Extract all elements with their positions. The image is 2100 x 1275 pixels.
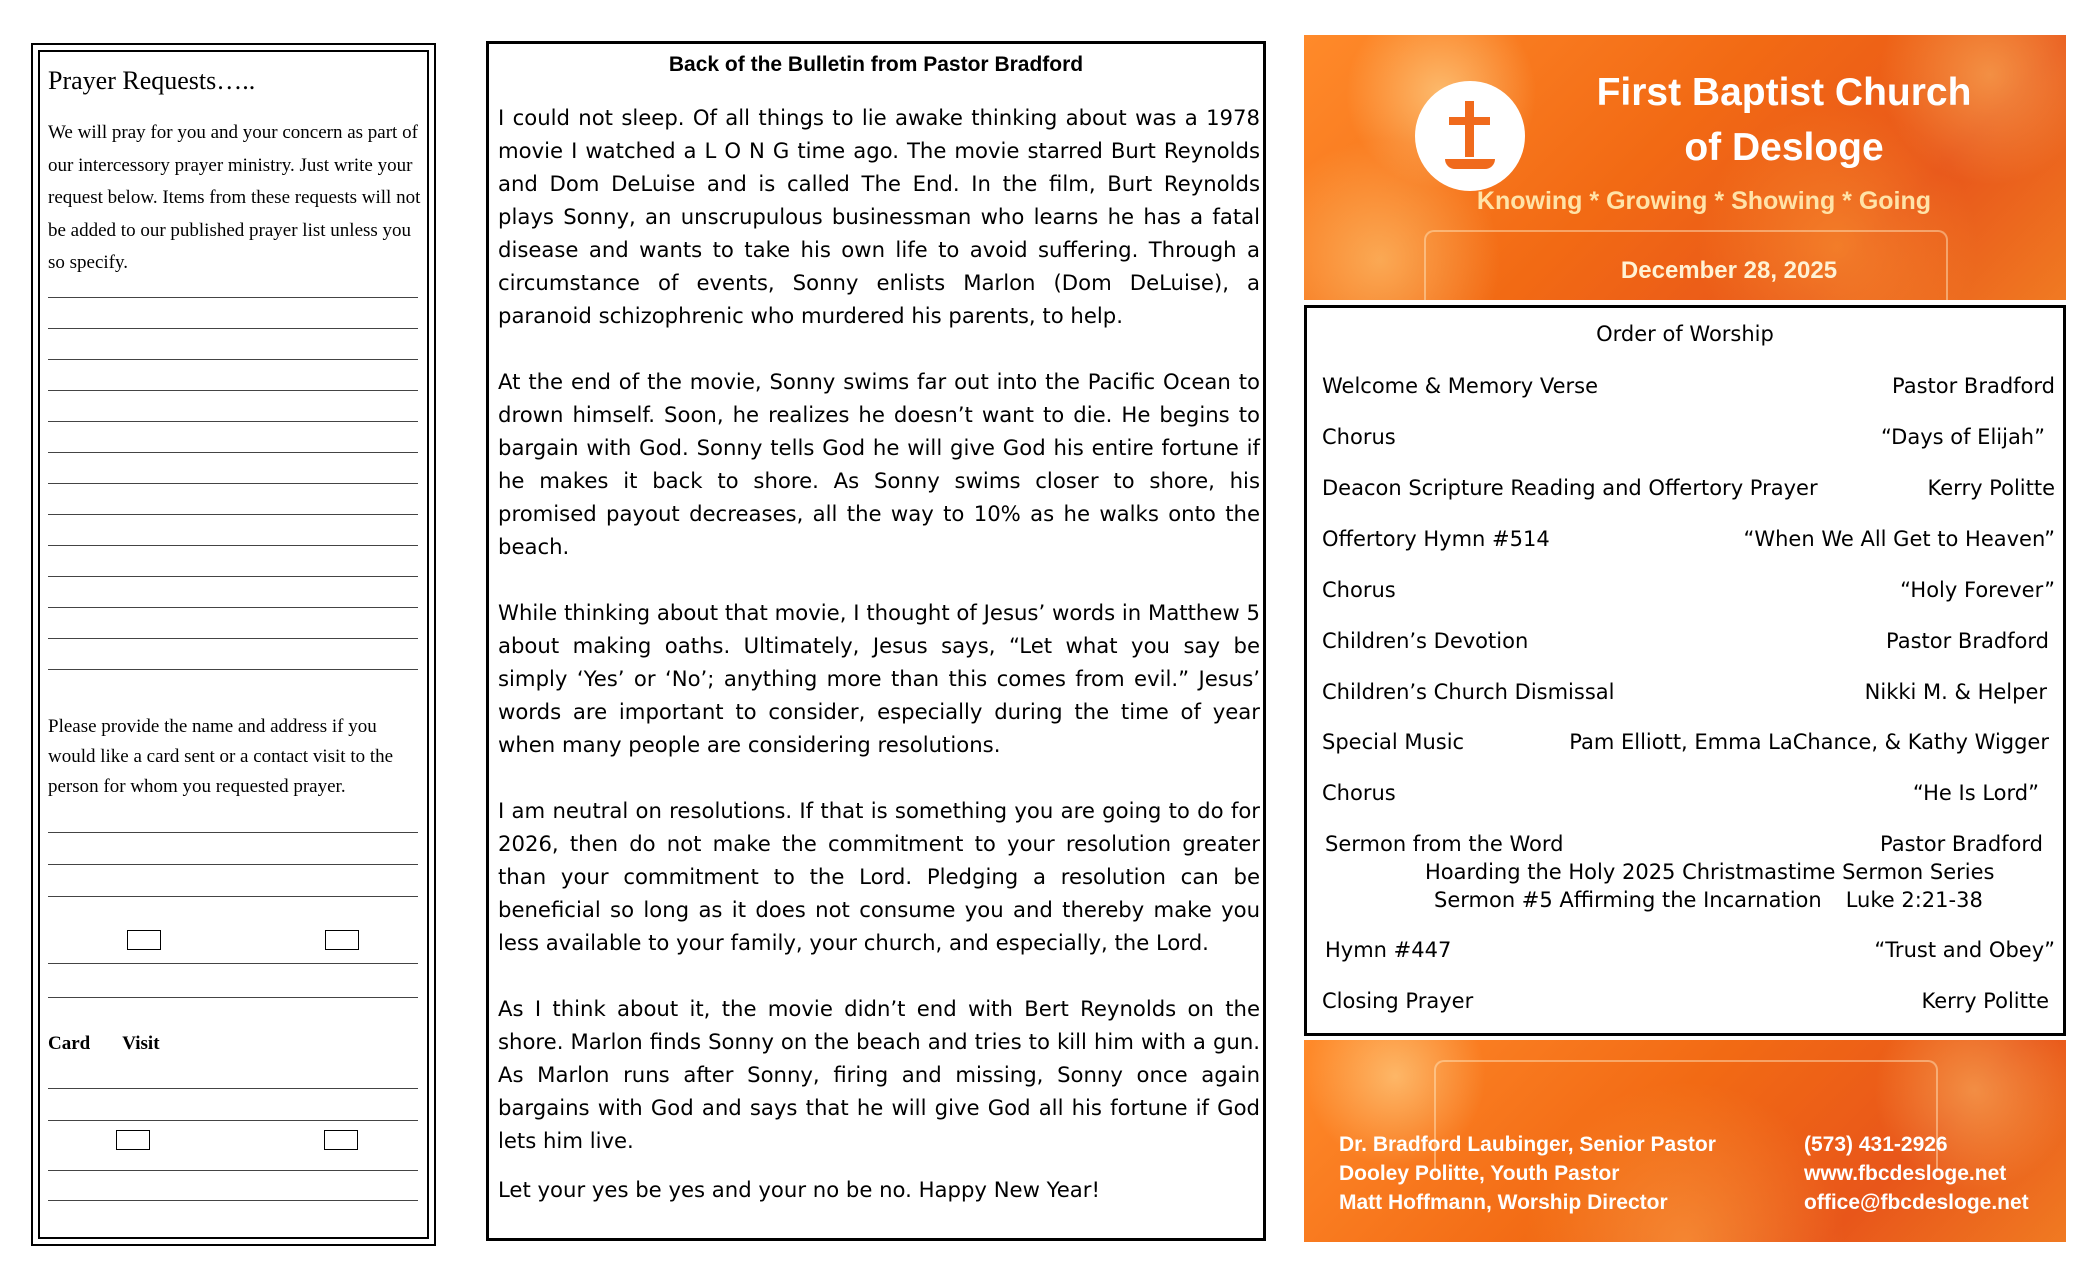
prayer-request-line[interactable] [48, 576, 418, 577]
prayer-card-intro: We will pray for you and your concern as part of our intercessory prayer ministry. Just write your request below. Items from these requests will not be added to our published prayer list unless you so specify. [48, 122, 421, 273]
prayer-request-line[interactable] [48, 545, 418, 546]
staff-senior-pastor: Dr. Bradford Laubinger, Senior Pastor [1339, 1133, 1716, 1156]
contact-info-line[interactable] [48, 896, 418, 897]
worship-item-leader: “Days of Elijah” [1880, 425, 2045, 449]
contact-info-line[interactable] [48, 832, 418, 833]
letter-title: Back of the Bulletin from Pastor Bradford [668, 53, 1084, 76]
church-email: office@fbcdesloge.net [1804, 1191, 2029, 1214]
prayer-request-line[interactable] [48, 297, 418, 298]
staff-list [1339, 1130, 1716, 1217]
prayer-request-line[interactable] [48, 638, 418, 639]
staff-worship-director: Matt Hoffmann, Worship Director [1339, 1191, 1668, 1214]
order-of-worship [1304, 305, 2066, 1036]
church-website: www.fbcdesloge.net [1804, 1162, 2007, 1185]
contact-info [1804, 1130, 2029, 1217]
prayer-card-inner-border [38, 50, 429, 1239]
service-date: December 28, 2025 [1620, 257, 1838, 284]
worship-item-leader: Pastor Bradford [1880, 832, 2043, 856]
contact-info-line[interactable] [48, 1170, 418, 1171]
prayer-request-line[interactable] [48, 390, 418, 391]
worship-item-leader: Kerry Politte [1921, 989, 2049, 1013]
letter-paragraph: As I think about it, the movie didn’t end with Bert Reynolds on the shore. Marlon finds Sonny on the beach and tries to kill him with a gun. As Marlon runs after Sonny, firing and missing, Sonny once again bargains with God and says that he will give God all his fortune if God lets him live. [498, 996, 1260, 1153]
worship-item-name: Chorus [1322, 781, 1396, 805]
worship-item-name: Closing Prayer [1322, 989, 1474, 1013]
prayer-request-line[interactable] [48, 669, 418, 670]
contact-info-line[interactable] [48, 1088, 418, 1089]
card-checkbox[interactable] [116, 1130, 150, 1150]
sermon-title-line [1434, 888, 1983, 912]
worship-item-name: Deacon Scripture Reading and Offertory Prayer [1322, 476, 1818, 500]
visit-checkbox[interactable] [325, 930, 359, 950]
worship-item-name: Hymn #447 [1325, 938, 1452, 962]
contact-info-line[interactable] [48, 1120, 418, 1121]
prayer-request-line[interactable] [48, 328, 418, 329]
staff-youth-pastor: Dooley Politte, Youth Pastor [1339, 1162, 1620, 1185]
worship-item-leader: Kerry Politte [1927, 476, 2055, 500]
worship-item-name: Chorus [1322, 578, 1396, 602]
church-name-line2: of Desloge [1684, 126, 1884, 169]
visit-checkbox[interactable] [324, 1130, 358, 1150]
prayer-card-title: Prayer Requests….. [48, 66, 256, 95]
order-title: Order of Worship [1596, 322, 1774, 346]
worship-item-name: Children’s Devotion [1322, 629, 1529, 653]
prayer-request-line[interactable] [48, 607, 418, 608]
worship-item-leader: Pastor Bradford [1892, 374, 2055, 398]
sermon-title: Sermon #5 Affirming the Incarnation [1434, 888, 1822, 912]
letter-paragraph: At the end of the movie, Sonny swims far out into the Pacific Ocean to drown himself. Soon, he realizes he doesn’t want to die. He begins to bargain with God. Sonny tells God he will give God his entire fortune if he makes it back to shore. As Sonny swims closer to shore, his promised payout decreases, all the way to 10% as he walks onto the beach. [498, 369, 1260, 559]
worship-item-leader: “Trust and Obey” [1874, 938, 2055, 962]
letter-body [498, 101, 1260, 1206]
pastor-letter [486, 41, 1266, 1241]
worship-item-name: Offertory Hymn #514 [1322, 527, 1550, 551]
worship-item-leader: Pastor Bradford [1886, 629, 2049, 653]
letter-paragraph: I could not sleep. Of all things to lie awake thinking about was a 1978 movie I watched a L O N G time ago. The movie starred Burt Reynolds and Dom DeLuise and is called The End. In the film, Burt Reynolds plays Sonny, an unscrupulous businessman who learns he has a fatal disease and wants to take his own life to avoid suffering. Through a circumstance of events, Sonny enlists Marlon (Dom DeLuise), a paranoid schizophrenic who murdered his parents, to help. [498, 105, 1260, 328]
visit-label: Visit [122, 1033, 160, 1054]
letter-paragraph: I am neutral on resolutions. If that is something you are going to do for 2026, then do not make the commitment to your resolution greater than your commitment to the Lord. Pledging a resolution can be beneficial so long as it does not consume you and thereby make you less available to your family, your church, and especially, the Lord. [498, 798, 1260, 955]
worship-item-leader: Nikki M. & Helper [1864, 680, 2047, 704]
church-tagline: Knowing * Growing * Showing * Going [1476, 187, 1932, 215]
worship-item-leader: “When We All Get to Heaven” [1743, 527, 2055, 551]
worship-item-leader: Pam Elliott, Emma LaChance, & Kathy Wigger [1569, 730, 2049, 754]
contact-info-line[interactable] [48, 1200, 418, 1201]
church-phone: (573) 431-2926 [1804, 1133, 1948, 1156]
letter-paragraph: While thinking about that movie, I thought of Jesus’ words in Matthew 5 about making oaths. Ultimately, Jesus says, “Let what you say be simply ‘Yes’ or ‘No’; anything more than this comes from evil.” Jesus’ words are important to consider, especially during the time of year when many people are considering resolutions. [498, 600, 1260, 757]
prayer-request-line[interactable] [48, 421, 418, 422]
worship-item-name: Welcome & Memory Verse [1322, 374, 1599, 398]
bulletin-cover-footer [1304, 1040, 2066, 1242]
sermon-scripture: Luke 2:21-38 [1845, 888, 1983, 912]
worship-item-leader: “Holy Forever” [1900, 578, 2055, 602]
prayer-request-line[interactable] [48, 359, 418, 360]
worship-item-name: Children’s Church Dismissal [1322, 680, 1615, 704]
bulletin-cover-header [1304, 35, 2066, 300]
prayer-request-line[interactable] [48, 452, 418, 453]
prayer-request-card [31, 43, 436, 1246]
church-logo-cross-icon [1415, 81, 1525, 191]
contact-info-line[interactable] [48, 997, 418, 998]
prayer-request-line[interactable] [48, 483, 418, 484]
prayer-request-line[interactable] [48, 514, 418, 515]
card-checkbox[interactable] [127, 930, 161, 950]
prayer-card-contact-note: Please provide the name and address if you would like a card sent or a contact visit to the person for whom you requested prayer. [48, 716, 394, 797]
card-visit-labels [48, 1033, 192, 1055]
letter-closing: Let your yes be yes and your no be no. Happy New Year! [498, 1177, 1100, 1202]
card-label: Card [48, 1033, 91, 1054]
contact-info-line[interactable] [48, 963, 418, 964]
worship-item-name: Special Music [1322, 730, 1465, 754]
contact-info-line[interactable] [48, 864, 418, 865]
worship-item-leader: “He Is Lord” [1912, 781, 2039, 805]
church-name-line1: First Baptist Church [1596, 71, 1972, 114]
worship-item-name: Sermon from the Word [1325, 832, 1564, 856]
worship-item-name: Chorus [1322, 425, 1396, 449]
church-name [1534, 65, 2034, 175]
sermon-series: Hoarding the Holy 2025 Christmastime Sermon Series [1425, 860, 1995, 884]
